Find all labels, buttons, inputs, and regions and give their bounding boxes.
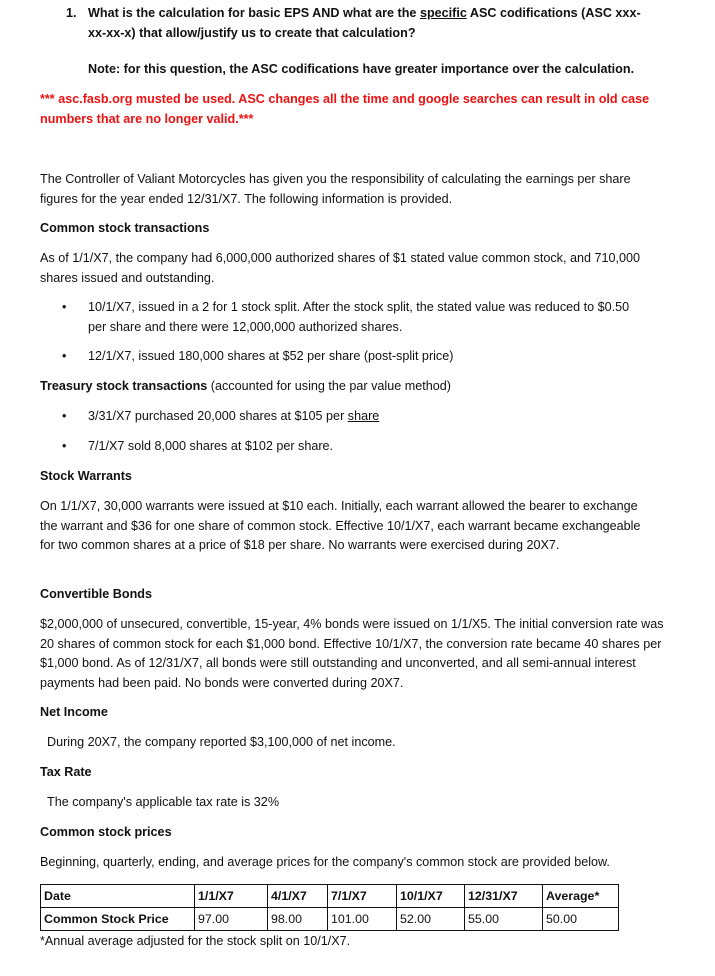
table-cell: Date [41,885,195,908]
table-cell: 4/1/X7 [268,885,328,908]
table-cell: 98.00 [268,908,328,931]
question-text [88,4,658,43]
prices-paragraph: Beginning, quarterly, ending, and average prices for the company's common stock are provided below. [40,855,610,869]
table-header-row [41,885,619,908]
tax-heading: Tax Rate [40,765,92,779]
table-cell: 12/31/X7 [465,885,543,908]
question-number: 1. [66,6,77,20]
treasury-heading-line [40,377,670,397]
table-cell: 55.00 [465,908,543,931]
table-cell: 97.00 [195,908,268,931]
bullet-icon: • [62,349,67,363]
treasury-heading-note: (accounted for using the par value method) [207,379,451,393]
question-emphasis: specific [419,6,467,20]
treasury-bullet: 7/1/X7 sold 8,000 shares at $102 per share. [88,439,334,453]
table-cell: 1/1/X7 [195,885,268,908]
common-paragraph: As of 1/1/X7, the company had 6,000,000 authorized shares of $1 stated value common stock, and 710,000 shares issued and outstanding. [40,251,640,285]
question-part: ASC codifications (ASC xxx-xx-xx-x) that allow/justify us to create that calculation? [88,6,641,40]
prices-heading: Common stock prices [40,825,172,839]
treasury-bullet-underlined: share [347,409,380,423]
table-cell: Common Stock Price [41,908,195,931]
table-footnote: *Annual average adjusted for the stock split on 10/1/X7. [40,934,351,948]
table-cell: Average* [543,885,619,908]
warrants-paragraph: On 1/1/X7, 30,000 warrants were issued at $10 each. Initially, each warrant allowed the bearer to exchange the warrant and $36 for one share of common stock. Effective 10/1/X7, each warrant became exchangeable for two common shares at a price of $18 per share. No warrants were exercised during 20X7. [40,499,641,553]
net-income-paragraph: During 20X7, the company reported $3,100,000 of net income. [47,735,396,749]
warning-text: *** asc.fasb.org musted be used. ASC changes all the time and google searches can result in old case numbers that are no longer valid.*** [40,92,650,126]
common-heading: Common stock transactions [40,221,210,235]
stock-price-table [40,884,619,931]
table-cell: 7/1/X7 [328,885,397,908]
question-part: What is the calculation for basic EPS AND what are the [88,6,420,20]
intro-paragraph: The Controller of Valiant Motorcycles has given you the responsibility of calculating the earnings per share figures for the year ended 12/31/X7. The following information is provided. [40,172,631,206]
warrants-heading: Stock Warrants [40,469,132,483]
bullet-icon: • [62,300,67,314]
bonds-paragraph: $2,000,000 of unsecured, convertible, 15-year, 4% bonds were issued on 1/1/X5. The initial conversion rate was 20 shares of common stock for each $1,000 bond. Effective 10/1/X7, the conversion rate became 40 shares per $1,000 bond. As of 12/31/X7, all bonds were still outstanding and unconverted, and all semi-annual interest payments had been paid. No bonds were converted during 20X7. [40,617,664,690]
common-bullet: 10/1/X7, issued in a 2 for 1 stock split. After the stock split, the stated value was reduced to $0.50 per share and there were 12,000,000 authorized shares. [88,300,630,334]
table-cell: 52.00 [397,908,465,931]
net-income-heading: Net Income [40,705,108,719]
table-cell: 10/1/X7 [397,885,465,908]
treasury-bullet-text: 3/31/X7 purchased 20,000 shares at $105 per [88,409,348,423]
table-cell: 101.00 [328,908,397,931]
bonds-heading: Convertible Bonds [40,587,152,601]
tax-paragraph: The company's applicable tax rate is 32% [47,795,280,809]
table-row [41,908,619,931]
question-note: Note: for this question, the ASC codifications have greater importance over the calculation. [88,62,635,76]
treasury-heading: Treasury stock transactions [40,379,208,393]
bullet-icon: • [62,409,67,423]
treasury-bullet [88,407,658,427]
bullet-icon: • [62,439,67,453]
common-bullet: 12/1/X7, issued 180,000 shares at $52 per share (post-split price) [88,349,454,363]
table-cell: 50.00 [543,908,619,931]
